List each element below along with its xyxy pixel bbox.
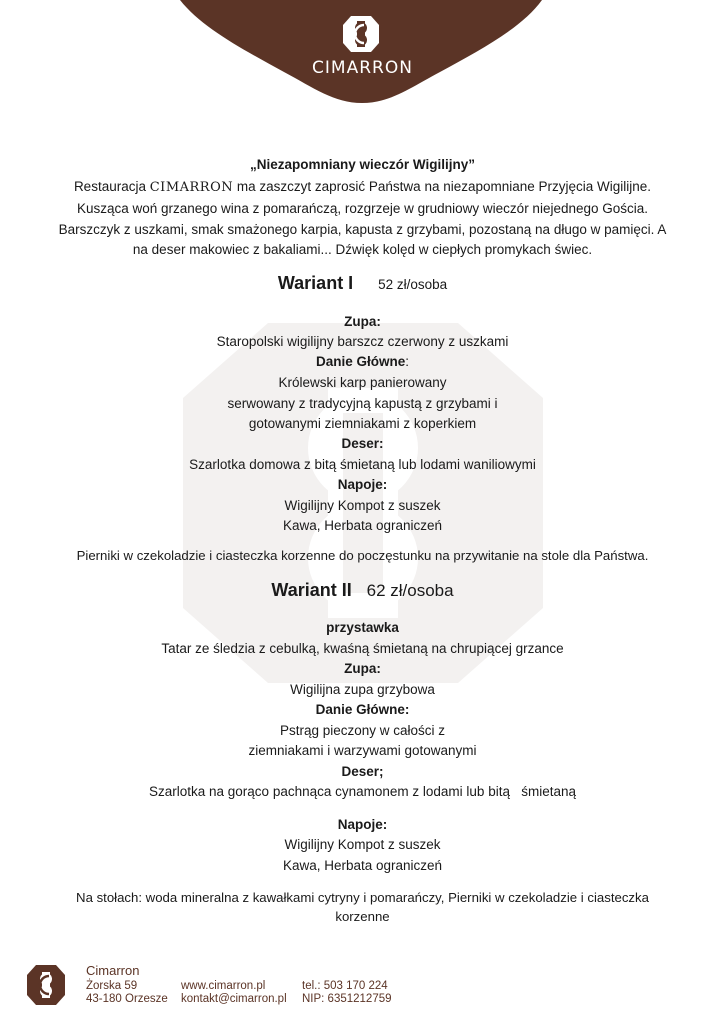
v1-main-line2: serwowany z tradycyjną kapustą z grzybami i <box>227 396 498 411</box>
v1-dessert: Szarlotka domowa z bitą śmietaną lub lodami waniliowymi <box>189 457 536 472</box>
v2-soup-label: Zupa: <box>344 661 381 676</box>
v2-main-label: Danie Główne: <box>315 702 410 717</box>
v1-main-line1: Królewski karp panierowany <box>278 375 447 390</box>
v2-note-line2: korzenne <box>335 909 390 924</box>
footer-street: Żorska 59 <box>86 980 138 992</box>
v1-main-colon: : <box>405 354 410 369</box>
intro-brand-name: CIMARRON <box>149 180 234 195</box>
intro-text-rest: ma zaszczyt zaprosić Państwa na niezapomniane Przyjęcia Wigilijne. Kusząca woń grzanego wina z pomarańczą, rozgrzeje w grudniowy wieczór niejednego Gościa. Barszczyk z uszkami, smak smażonego karpia, kapusta z grzybami, pozostaną na długo w pamięci. A na deser makowiec z bakaliami... Dźwięk kolęd w ciepłych promykach świec. <box>58 179 667 258</box>
v1-main-label: Danie Główne <box>315 354 406 369</box>
variant-2-name: Wariant II <box>271 580 352 600</box>
v1-main-label-line <box>0 352 725 373</box>
intro-title: „Niezapomniany wieczór Wigilijny” <box>250 157 475 172</box>
variant-2-heading <box>0 580 725 601</box>
footer-email-link[interactable]: kontakt@cimarron.pl <box>181 993 287 1005</box>
v2-note-line1: Na stołach: woda mineralna z kawałkami cytryny i pomarańczy, Pierniki w czekoladzie i ciasteczka <box>76 890 649 905</box>
v1-drink1: Wigilijny Kompot z suszek <box>284 498 441 513</box>
v2-starter-label: przystawka <box>326 620 399 635</box>
footer-website-link[interactable]: www.cimarron.pl <box>181 980 266 992</box>
footer-nip: NIP: 6351212759 <box>302 993 392 1005</box>
variant-1-heading <box>0 273 725 294</box>
v2-soup: Wigilijna zupa grzybowa <box>290 682 435 697</box>
v1-soup: Staropolski wigilijny barszcz czerwony z uszkami <box>216 334 509 349</box>
v1-drink2: Kawa, Herbata ograniczeń <box>282 518 443 533</box>
v2-main-line2: ziemniakami i warzywami gotowanymi <box>248 743 477 758</box>
intro-paragraph <box>52 177 673 261</box>
header-brand-name: CIMARRON <box>312 58 413 78</box>
footer-company-name: Cimarron <box>86 963 140 978</box>
v2-starter: Tatar ze śledzia z cebulką, kwaśną śmietaną na chrupiącej grzance <box>161 641 564 656</box>
variant-1-name: Wariant I <box>277 273 354 293</box>
v1-drinks-label: Napoje: <box>337 477 388 492</box>
v1-soup-label: Zupa: <box>344 314 381 329</box>
footer-phone: tel.: 503 170 224 <box>302 980 388 992</box>
v2-drink2: Kawa, Herbata ograniczeń <box>282 858 443 873</box>
v1-note: Pierniki w czekoladzie i ciasteczka korzenne do poczęstunku na przywitanie na stole dla Państwa. <box>76 548 649 563</box>
v2-drink1: Wigilijny Kompot z suszek <box>284 837 441 852</box>
v1-dessert-label: Deser: <box>341 436 384 451</box>
intro-text-start: Restauracja <box>73 179 150 194</box>
variant-2-price: 62 zł/osoba <box>366 581 454 600</box>
v2-drinks-label: Napoje: <box>337 817 388 832</box>
v2-dessert-label: Deser; <box>341 764 384 779</box>
footer-city: 43-180 Orzesze <box>86 993 168 1005</box>
footer-logo-icon <box>26 964 66 1006</box>
v2-dessert: Szarlotka na gorąco pachnąca cynamonem z lodami lub bitą śmietaną <box>149 784 576 799</box>
variant-1-price: 52 zł/osoba <box>378 277 448 292</box>
v2-main-line1: Pstrąg pieczony w całości z <box>279 723 446 738</box>
v1-main-line3: gotowanymi ziemniakami z koperkiem <box>248 416 477 431</box>
cimarron-logo-icon <box>341 14 381 54</box>
